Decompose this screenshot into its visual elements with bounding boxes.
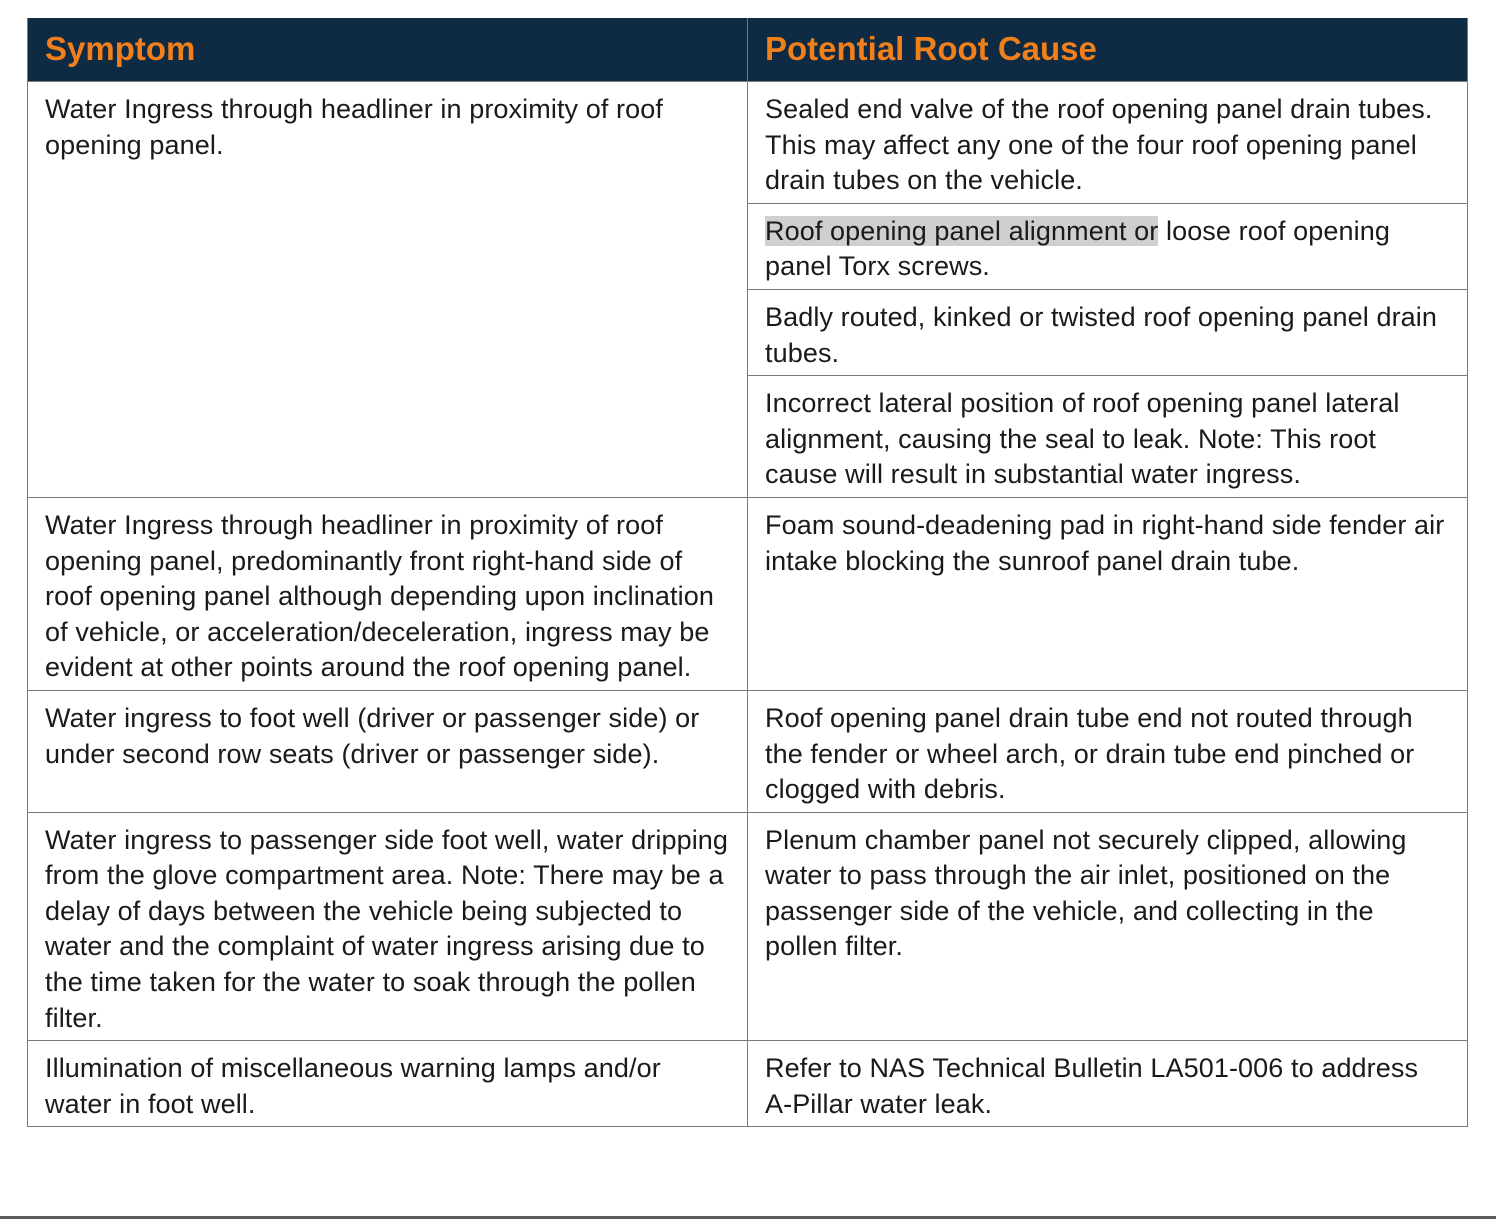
root-cause-cell xyxy=(748,203,1468,289)
symptom-cell: Water Ingress through headliner in proximity of roof opening panel. xyxy=(28,82,748,498)
table-row xyxy=(28,497,1468,690)
root-cause-cell: Foam sound-deadening pad in right-hand side fender air intake blocking the sunroof panel drain tube. xyxy=(748,497,1468,690)
highlighted-text: Roof opening panel alignment or xyxy=(765,215,1159,246)
root-cause-cell: Refer to NAS Technical Bulletin LA501-006 to address A-Pillar water leak. xyxy=(748,1041,1468,1127)
table-row xyxy=(28,82,1468,204)
root-cause-cell: Plenum chamber panel not securely clipped, allowing water to pass through the air inlet, positioned on the passenger side of the vehicle, and collecting in the pollen filter. xyxy=(748,812,1468,1041)
table-header-row xyxy=(28,18,1468,82)
root-cause-text: loose roof opening panel Torx screws. xyxy=(765,215,1390,282)
symptom-cell: Water Ingress through headliner in proximity of roof opening panel, predominantly front right-hand side of roof opening panel although depending upon inclination of vehicle, or acceleration/deceleration, ingress may be evident at other points around the roof opening panel. xyxy=(28,497,748,690)
table-row xyxy=(28,812,1468,1041)
symptom-cell: Water ingress to foot well (driver or passenger side) or under second row seats (driver or passenger side). xyxy=(28,690,748,812)
root-cause-cell: Sealed end valve of the roof opening panel drain tubes. This may affect any one of the four roof opening panel drain tubes on the vehicle. xyxy=(748,82,1468,204)
symptom-column-header: Symptom xyxy=(28,18,748,82)
symptom-cell: Water ingress to passenger side foot well, water dripping from the glove compartment area. Note: There may be a delay of days between the vehicle being subjected to water and the complaint of water ingress arising due to the time taken for the water to soak through the pollen filter. xyxy=(28,812,748,1041)
symptom-root-cause-table xyxy=(27,18,1468,1127)
root-cause-column-header: Potential Root Cause xyxy=(748,18,1468,82)
symptom-cell: Illumination of miscellaneous warning lamps and/or water in foot well. xyxy=(28,1041,748,1127)
page-bottom-rule xyxy=(0,1216,1496,1219)
root-cause-cell: Badly routed, kinked or twisted roof opening panel drain tubes. xyxy=(748,289,1468,375)
root-cause-cell: Incorrect lateral position of roof opening panel lateral alignment, causing the seal to leak. Note: This root cause will result in substantial water ingress. xyxy=(748,376,1468,498)
table-row xyxy=(28,690,1468,812)
root-cause-cell: Roof opening panel drain tube end not routed through the fender or wheel arch, or drain tube end pinched or clogged with debris. xyxy=(748,690,1468,812)
table-row xyxy=(28,1041,1468,1127)
